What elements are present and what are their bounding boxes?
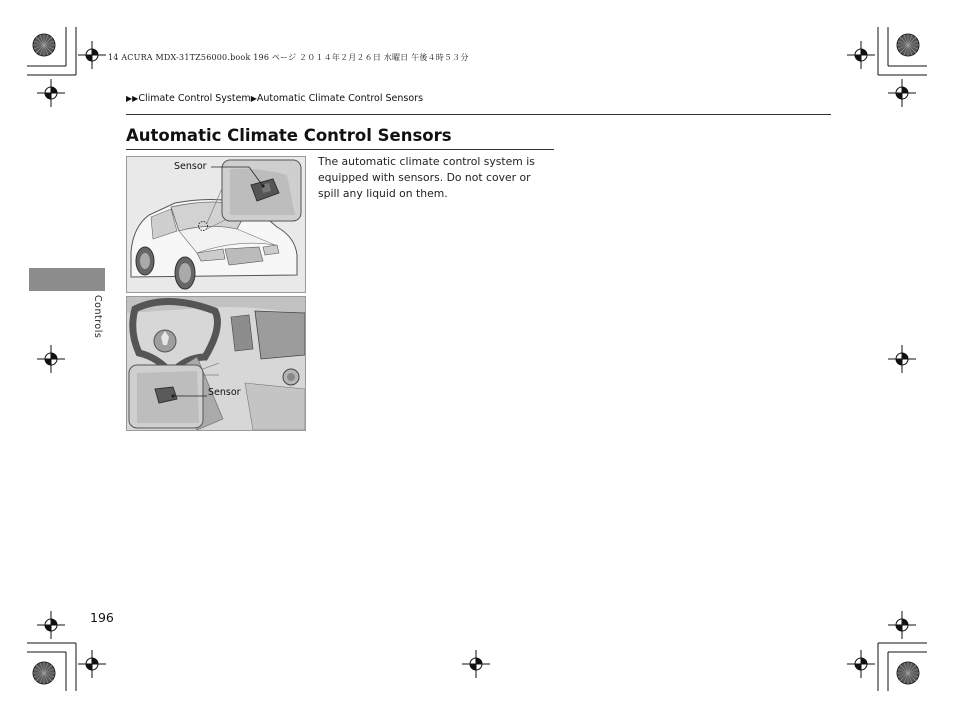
page-title: Automatic Climate Control Sensors xyxy=(126,126,452,145)
body-paragraph: The automatic climate control system is equipped with sensors. Do not cover or spill any liquid on them. xyxy=(318,155,535,200)
breadcrumb xyxy=(126,93,423,104)
print-header: 14 ACURA MDX-31TZ56000.book 196 ページ ２０１４年２月２６日 水曜日 午後４時５３分 xyxy=(108,53,469,62)
dashboard-interior-image xyxy=(127,297,305,430)
car-exterior-image xyxy=(127,157,305,292)
breadcrumb-item-climate-control[interactable]: Climate Control System xyxy=(138,93,251,104)
breadcrumb-item-sensors: Automatic Climate Control Sensors xyxy=(256,93,424,104)
breadcrumb-arrow: ▶▶ xyxy=(126,94,139,103)
sensor-callout-label: Sensor xyxy=(174,161,207,172)
chapter-tab-label: Controls xyxy=(92,295,103,339)
chapter-tab xyxy=(29,268,105,291)
title-divider xyxy=(126,149,554,150)
sensor-callout-label: Sensor xyxy=(208,387,241,398)
breadcrumb-separator: ▶ xyxy=(250,94,257,103)
header-divider xyxy=(126,114,831,115)
interior-sensor-illustration xyxy=(126,296,306,431)
exterior-sensor-illustration xyxy=(126,156,306,293)
page-number: 196 xyxy=(90,610,114,625)
